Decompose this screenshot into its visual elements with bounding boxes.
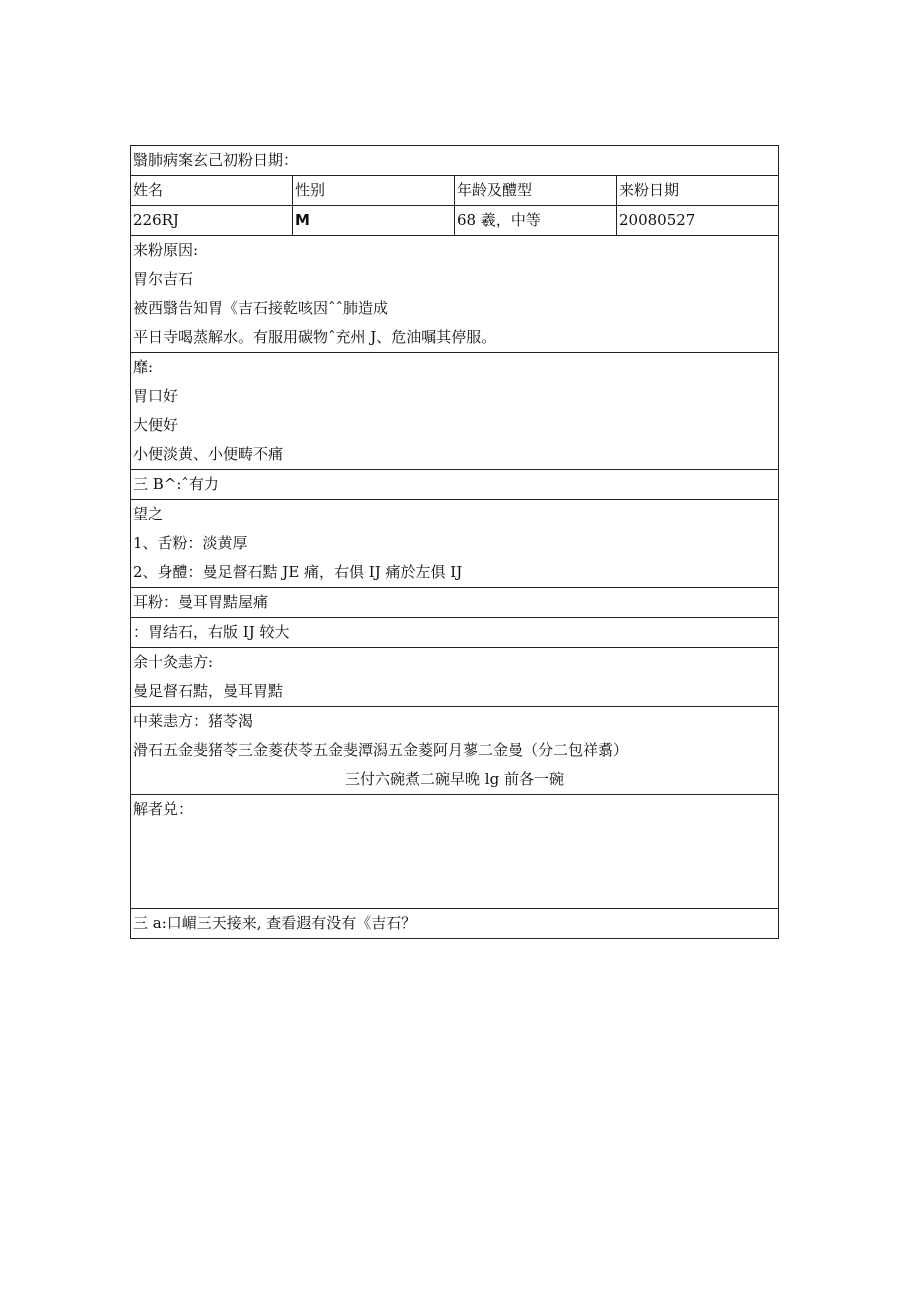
label-age-build: 年龄及醴型 [455, 176, 617, 206]
notes-title: 解者兑： [133, 800, 194, 818]
acupuncture-section [131, 648, 779, 707]
value-age-build: 68 羲，中等 [455, 206, 617, 236]
label-visit-date: 来粉日期 [617, 176, 779, 206]
label-sex: 性别 [293, 176, 455, 206]
herbal-title: 中莱恚方：猪苓渴 [133, 712, 254, 730]
symptom-line: 大便好 [133, 416, 179, 434]
ultrasound-row: ：胃结石，右版 IJ 较大 [131, 618, 779, 648]
inspection-section [131, 500, 779, 588]
herbal-dosage: 三付六碗煮二碗早晚 lg 前各一碗 [345, 770, 564, 788]
inspection-line: 2、身醴：曼足督石黠 JE 痛，右俱 IJ 痛於左俱 IJ [133, 563, 463, 581]
inspection-title: 望之 [133, 505, 164, 523]
ear-row: 耳粉：曼耳胃黠屋痛 [131, 588, 779, 618]
value-visit-date: 20080527 [617, 206, 779, 236]
record-title: 翳肺病案玄己初粉日期： [131, 146, 779, 176]
value-sex: M [293, 206, 455, 236]
case-record-table [130, 145, 779, 939]
acupuncture-title: 余十灸恚方: [133, 653, 214, 671]
inspection-line: 1、舌粉：淡黄厚 [133, 534, 248, 552]
symptom-line: 胃口好 [133, 387, 179, 405]
reason-line: 被西翳告知胃《吉石接乾咳因ˆˆ肺造成 [133, 299, 389, 317]
herbal-section [131, 707, 779, 795]
reason-line: 胃尔吉石 [133, 270, 194, 288]
pulse-row: 三 B^:ˆ有力 [131, 470, 779, 500]
symptoms-section [131, 353, 779, 470]
reason-title: 来粉原因: [133, 241, 199, 259]
value-name: 226RJ [131, 206, 293, 236]
notes-body [133, 824, 776, 908]
herbal-ingredients: 滑石五金斐猪苓三金菱茯苓五金斐潭潟五金菱阿月蓼二金曼（分二包祥翥） [133, 741, 629, 759]
label-name: 姓名 [131, 176, 293, 206]
acupuncture-line: 曼足督石黠，曼耳胃黠 [133, 682, 284, 700]
reason-section [131, 236, 779, 353]
symptom-line: 小便淡黄、小便畴不痛 [133, 445, 284, 463]
followup-row: 三 a:口嵋三天接来, 查看遐有没有《吉石？ [131, 909, 779, 939]
notes-section [131, 795, 779, 909]
symptoms-title: 靡: [133, 358, 154, 376]
reason-line: 平日寺喝蒸解水。有服用碳物ˆ充州 J、危油嘱其停服。 [133, 328, 497, 346]
